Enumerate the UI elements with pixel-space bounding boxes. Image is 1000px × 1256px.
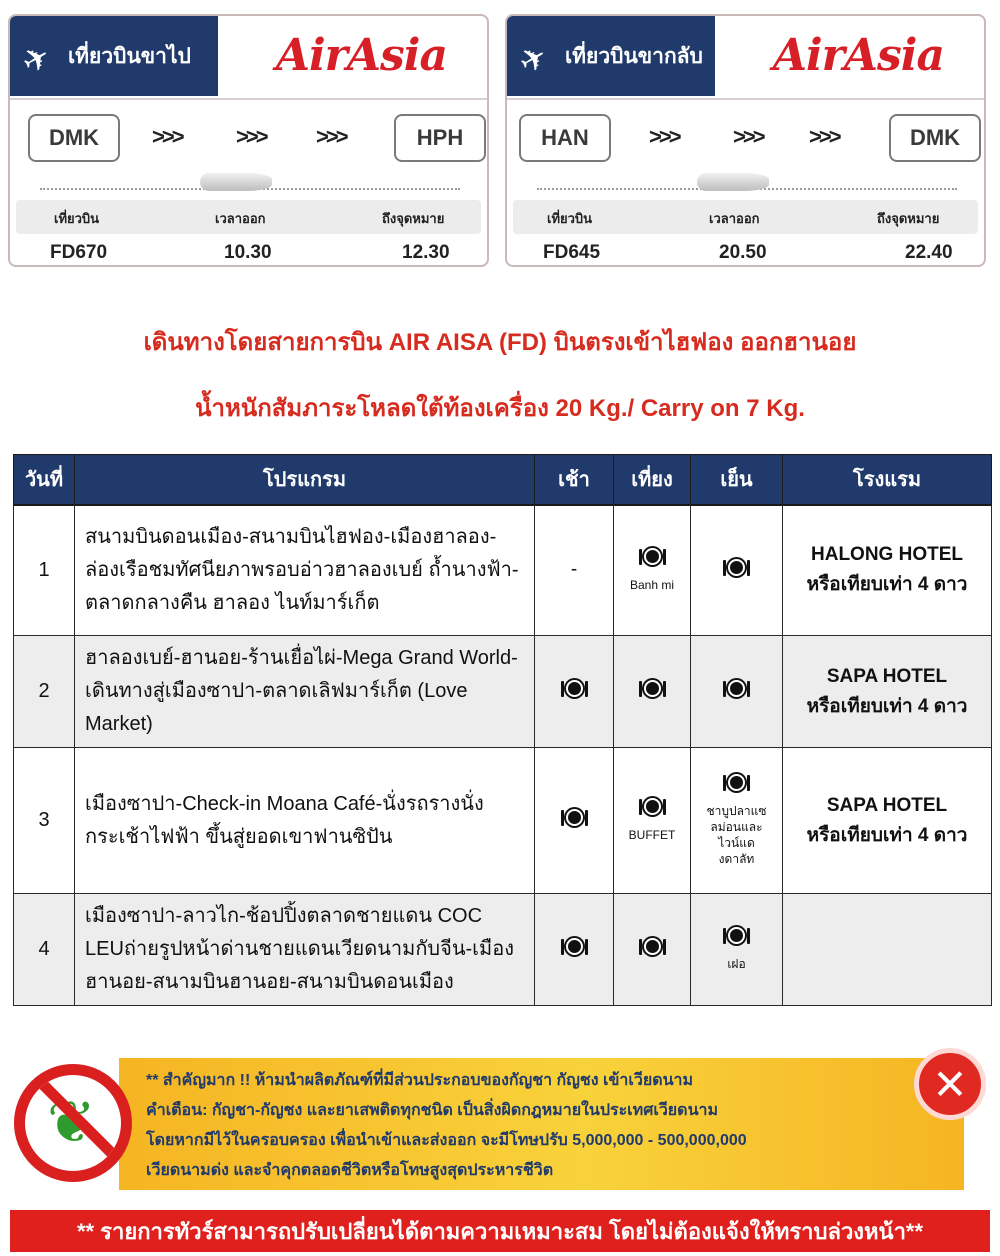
- flight-label: เที่ยวบิน: [547, 212, 593, 227]
- meal-note: BUFFET: [628, 827, 676, 842]
- no-cannabis-icon: [14, 1064, 132, 1182]
- hotel-cell: [783, 636, 992, 748]
- header-dinner: เย็น: [691, 455, 783, 505]
- program-text: เมืองซาปา-ลาวไก-ช้อปปิ้งตลาดชายแดน COC LEUถ่ายรูปหน้าด่านชายแดนเวียดนามกับจีน-เมืองฮานอย-สนามบินฮานอย-สนามบินดอนเมือง: [75, 894, 535, 1006]
- card-title-tab: [507, 16, 715, 96]
- cannabis-leaf-icon: ❦: [47, 1088, 96, 1156]
- airline-headline: เดินทางโดยสายการบิน AIR AISA (FD) บินตรงเข้าไฮฟอง ออกฮานอย: [143, 329, 857, 356]
- lunch-cell: [614, 748, 691, 894]
- meal-icon: [639, 548, 666, 565]
- day-number: 2: [14, 636, 75, 748]
- card-title: เที่ยวบินขาไป: [68, 43, 191, 68]
- day-number: 1: [14, 505, 75, 636]
- depart-label: เวลาออก: [215, 212, 266, 227]
- warning-line: โดยหากมีไว้ในครอบครอง เพื่อนำเข้าและส่งออก จะมีโทษปรับ 5,000,000 - 500,000,000: [146, 1132, 747, 1149]
- meal-icon: [723, 559, 750, 576]
- route-arrows: >>>: [733, 124, 763, 149]
- table-row: [14, 748, 992, 894]
- card-title: เที่ยวบินขากลับ: [565, 43, 703, 68]
- table-row: [14, 505, 992, 636]
- warning-line: คำเตือน: กัญชา-กัญชง และยาเสพติดทุกชนิด เป็นสิ่งผิดกฎหมายในประเทศเวียดนาม: [146, 1102, 719, 1119]
- header-hotel: โรงแรม: [783, 455, 992, 505]
- airplane-image: [200, 173, 272, 191]
- dinner-cell: [691, 636, 783, 748]
- header-day: วันที่: [14, 455, 75, 505]
- program-text: ฮาลองเบย์-ฮานอย-ร้านเยื่อไผ่-Mega Grand World-เดินทางสู่เมืองซาปา-ตลาดเลิฟมาร์เก็ต (Love Market): [75, 636, 535, 748]
- hotel-cell: [783, 505, 992, 636]
- breakfast-cell: [535, 748, 614, 894]
- breakfast-cell: -: [535, 505, 614, 636]
- table-row: [14, 894, 992, 1006]
- program-text: เมืองซาปา-Check-in Moana Café-นั่งรถรางนั่งกระเช้าไฟฟ้า ขึ้นสู่ยอดเขาฟานซิปัน: [75, 748, 535, 894]
- hotel-cell: [783, 894, 992, 1006]
- close-x-icon: ✕: [914, 1048, 986, 1120]
- divider: [10, 98, 487, 100]
- airasia-logo: AirAsia: [772, 30, 944, 81]
- meal-icon: [723, 680, 750, 697]
- lunch-cell: [614, 636, 691, 748]
- arrive-time: 12.30: [402, 242, 450, 263]
- meal-icon: [561, 938, 588, 955]
- meal-note: Banh mi: [629, 577, 675, 592]
- destination-airport-code: DMK: [889, 114, 981, 162]
- hotel-note: หรือเทียบเท่า 4 ดาว: [806, 695, 968, 717]
- meal-icon: [723, 774, 750, 791]
- airplane-icon: ✈: [512, 36, 555, 83]
- lunch-cell: [614, 894, 691, 1006]
- breakfast-cell: [535, 636, 614, 748]
- itinerary-table: [13, 454, 992, 1006]
- warning-text: [146, 1066, 747, 1186]
- depart-time: 20.50: [719, 242, 767, 263]
- origin-airport-code: HAN: [519, 114, 611, 162]
- depart-time: 10.30: [224, 242, 272, 263]
- route-arrows: >>>: [649, 124, 679, 149]
- origin-airport-code: DMK: [28, 114, 120, 162]
- header-program: โปรแกรม: [75, 455, 535, 505]
- flight-label: เที่ยวบิน: [54, 212, 100, 227]
- meal-icon: [639, 938, 666, 955]
- header-breakfast: เช้า: [535, 455, 614, 505]
- card-header: [507, 16, 984, 96]
- meal-icon: [639, 680, 666, 697]
- prohibition-bar: [28, 1069, 132, 1176]
- warning-line: เวียดนามด่ง และจำคุกตลอดชีวิตหรือโทษสูงสุดประหารชีวิต: [146, 1162, 554, 1179]
- card-title-tab: [10, 16, 218, 96]
- airplane-icon: ✈: [15, 36, 58, 83]
- program-text: สนามบินดอนเมือง-สนามบินไฮฟอง-เมืองฮาลอง-ล่องเรือชมทัศนียภาพรอบอ่าวฮาลองเบย์ ถ้ำนางฟ้า-ตลาดกลางคืน ฮาลอง ไนท์มาร์เก็ต: [75, 505, 535, 636]
- arrive-label: ถึงจุดหมาย: [877, 212, 940, 227]
- card-header: [10, 16, 487, 96]
- breakfast-cell: [535, 894, 614, 1006]
- meal-note: เฝอ: [727, 956, 746, 971]
- route-arrows: >>>: [152, 124, 182, 149]
- destination-airport-code: HPH: [394, 114, 486, 162]
- return-flight-card: [505, 14, 986, 267]
- hotel-note: หรือเทียบเท่า 4 ดาว: [806, 824, 968, 846]
- meal-icon: [723, 927, 750, 944]
- flight-number: FD645: [543, 242, 601, 263]
- airasia-logo: AirAsia: [275, 30, 447, 81]
- hotel-name: SAPA HOTEL: [826, 794, 948, 816]
- table-row: [14, 636, 992, 748]
- meal-icon: [561, 680, 588, 697]
- hotel-name: HALONG HOTEL: [811, 544, 963, 566]
- meal-icon: [561, 809, 588, 826]
- day-number: 4: [14, 894, 75, 1006]
- table-header-row: [14, 455, 992, 505]
- meal-note: ชาบูปลาแซลม่อนและไวน์แดงดาลัท: [706, 803, 767, 866]
- route-arrows: >>>: [809, 124, 839, 149]
- baggage-headline: น้ำหนักสัมภาระโหลดใต้ท้องเครื่อง 20 Kg./ Carry on 7 Kg.: [195, 395, 805, 422]
- hotel-name: SAPA HOTEL: [826, 665, 948, 687]
- meal-icon: [639, 798, 666, 815]
- day-number: 3: [14, 748, 75, 894]
- airplane-image: [697, 173, 769, 191]
- cannabis-warning-banner: [14, 1048, 989, 1193]
- divider: [507, 98, 984, 100]
- header-lunch: เที่ยง: [614, 455, 691, 505]
- dinner-cell: [691, 505, 783, 636]
- depart-label: เวลาออก: [709, 212, 760, 227]
- hotel-note: หรือเทียบเท่า 4 ดาว: [806, 574, 968, 596]
- flight-number: FD670: [50, 242, 108, 263]
- route-arrows: >>>: [236, 124, 266, 149]
- arrive-time: 22.40: [905, 242, 953, 263]
- outbound-flight-card: [8, 14, 489, 267]
- warning-line: ** สำคัญมาก !! ห้ามนำผลิตภัณฑ์ที่มีส่วนประกอบของกัญชา กัญชง เข้าเวียดนาม: [146, 1072, 694, 1089]
- dinner-cell: [691, 894, 783, 1006]
- arrive-label: ถึงจุดหมาย: [382, 212, 445, 227]
- route-arrows: >>>: [316, 124, 346, 149]
- footer-notice: ** รายการทัวร์สามารถปรับเปลี่ยนได้ตามความเหมาะสม โดยไม่ต้องแจ้งให้ทราบล่วงหน้า**: [10, 1210, 990, 1252]
- lunch-cell: [614, 505, 691, 636]
- hotel-cell: [783, 748, 992, 894]
- dinner-cell: [691, 748, 783, 894]
